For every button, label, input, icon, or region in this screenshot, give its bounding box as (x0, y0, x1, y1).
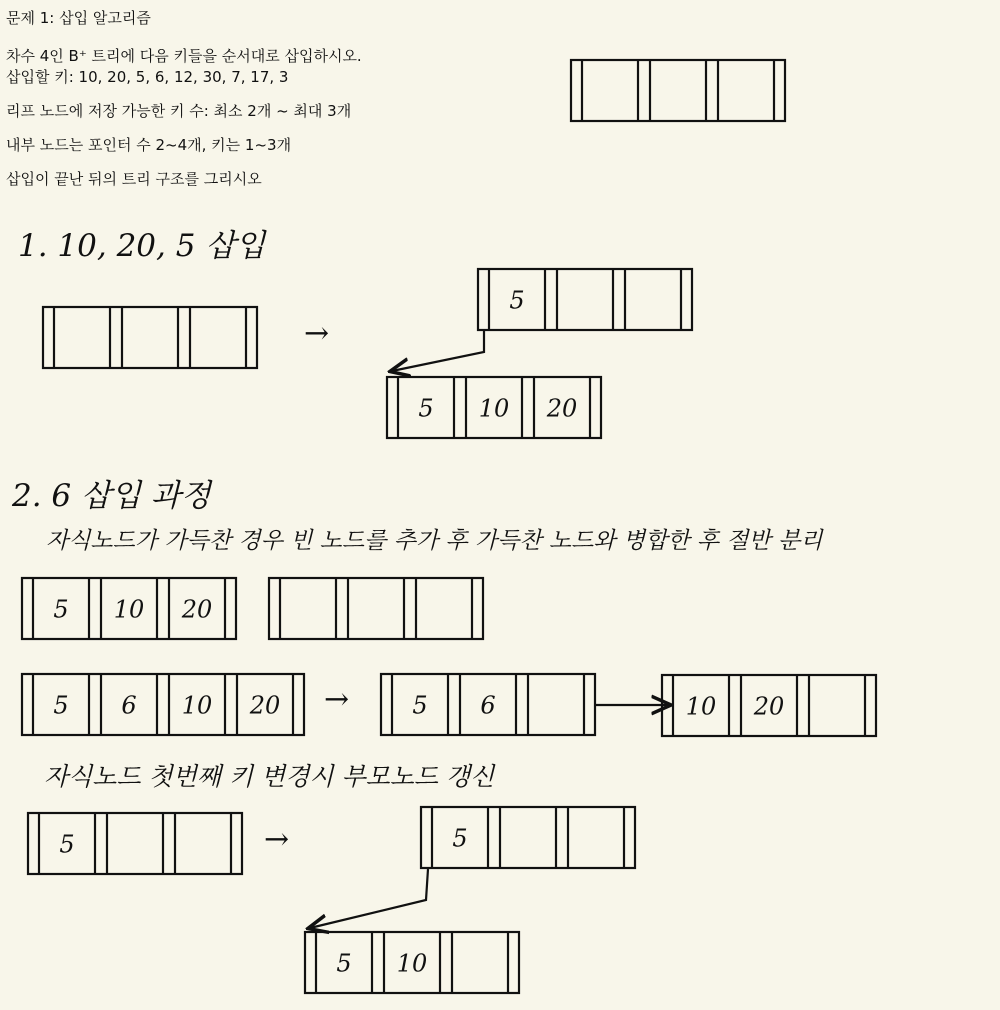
problem-keys: 삽입할 키: 10, 20, 5, 6, 12, 30, 7, 17, 3 (6, 68, 289, 86)
step2-child-node (304, 931, 520, 994)
step2-new-empty-node (268, 577, 484, 640)
step1-parent-node (477, 268, 693, 331)
node-key-0: 10 (685, 692, 717, 721)
problem-title: 문제 1: 삽입 알고리즘 (6, 9, 151, 27)
problem-task: 삽입이 끝난 뒤의 트리 구조를 그리시오 (6, 170, 262, 188)
step1-parent-to-leaf-pointer (392, 331, 484, 371)
step1-heading: 1. 10, 20, 5 삽입 (18, 228, 266, 264)
node-key-2: 10 (181, 691, 213, 720)
step2-split-right-node (661, 674, 877, 737)
node-key-0: 5 (452, 824, 468, 853)
node-key-2: 20 (546, 394, 578, 423)
step1-empty-node (42, 306, 258, 369)
node-key-0: 5 (53, 595, 69, 624)
node-key-1: 10 (478, 394, 510, 423)
step2-note-parent-update: 자식노드 첫번째 키 변경시 부모노드 갱신 (44, 762, 495, 791)
node-key-0: 5 (509, 286, 525, 315)
step2-note-split: 자식노드가 가득찬 경우 빈 노드를 추가 후 가득찬 노드와 병합한 후 절반 분리 (46, 528, 823, 554)
node-key-0: 5 (418, 394, 434, 423)
arrow-step2-merge: → (324, 682, 350, 717)
node-key-2: 20 (181, 595, 213, 624)
node-outline (269, 578, 483, 639)
arrow-step1: → (304, 316, 330, 351)
node-key-1: 6 (121, 691, 137, 720)
problem-internal-capacity: 내부 노드는 포인터 수 2~4개, 키는 1~3개 (6, 136, 292, 154)
node-key-3: 20 (249, 691, 281, 720)
node-outline (43, 307, 257, 368)
node-key-0: 5 (412, 691, 428, 720)
node-key-1: 20 (753, 692, 785, 721)
step1-leaf-node (386, 376, 602, 439)
step2-parent-to-child-pointer (310, 869, 428, 928)
node-key-1: 10 (396, 949, 428, 978)
step2-parent-node (420, 806, 636, 869)
step2-full-leaf-node (21, 577, 237, 640)
arrow-step2-update: → (264, 822, 290, 857)
node-key-1: 10 (113, 595, 145, 624)
problem-leaf-capacity: 리프 노드에 저장 가능한 키 수: 최소 2개 ~ 최대 3개 (6, 102, 352, 120)
node-outline (571, 60, 785, 121)
step2-heading: 2. 6 삽입 과정 (12, 478, 211, 514)
example-empty-node (570, 59, 786, 122)
problem-instruction: 차수 4인 B⁺ 트리에 다음 키들을 순서대로 삽입하시오. (6, 47, 362, 65)
step2-before-node (27, 812, 243, 875)
step2-split-left-node (380, 673, 596, 736)
step2-merged-node (21, 673, 305, 736)
node-key-0: 5 (59, 830, 75, 859)
node-key-0: 5 (336, 949, 352, 978)
node-key-0: 5 (53, 691, 69, 720)
node-key-1: 6 (480, 691, 496, 720)
